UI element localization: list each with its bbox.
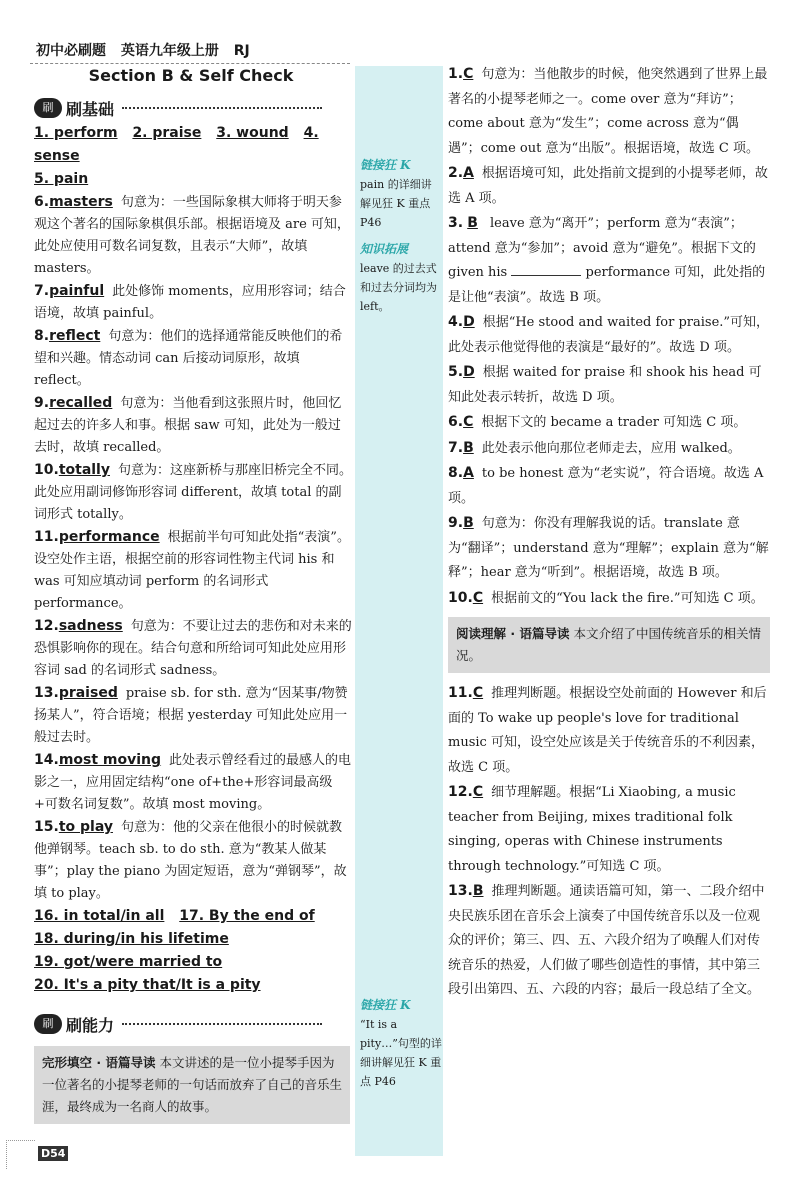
link-tag: 链接狂 K [360,158,411,172]
item-text: 句意为：他们的选择通常能反映他们的希望和兴趣。情态动词 can 后接动词原形，故填 reflect。 [34,329,343,388]
item-answer: masters [49,194,113,210]
item-number: 3. [448,215,464,231]
answer-item [448,360,770,410]
answer-item [448,879,770,1003]
item-answer: A [463,465,474,481]
page-number: D54 [38,1146,68,1161]
item-answer: C [463,414,474,430]
item-answer: A [463,165,474,181]
answers-row-1 [34,122,352,168]
item-text: 根据语境可知，此处指前文提到的小提琴老师，故选 A 项。 [448,166,768,206]
item-text: 根据前文的“You lack the fire.”可知选 C 项。 [491,590,764,606]
section-title: Section B & Self Check [88,66,294,85]
item-number: 10. [34,462,59,478]
reading-guide-label: 阅读理解 · 语篇导读 [456,626,570,641]
item-text: 细节理解题。根据“Li Xiaobing, a music teacher from Beijing, mixes traditional folk singing, operas with Chinese instruments through technology.”可知选 C 项。 [448,785,736,874]
answer-item [34,526,352,615]
item-text: praise sb. for sth. 意为“因某事/物赞扬某人”，符合语境；根据 yesterday 可知此处应用一般过去时。 [34,686,348,745]
answer-item [34,749,352,816]
answer-2: 2. praise [132,125,202,141]
answer-1: 1. perform [34,125,118,141]
item-answer: praised [58,685,118,701]
subject-title: 英语九年级上册 [120,43,219,59]
item-number: 8. [34,328,50,344]
dotted-divider [122,1023,322,1025]
item-text: 句意为：你没有理解我说的话。translate 意为“翻译”；understand 意为“理解”；explain 意为“解释”；hear 意为“听到”。根据语境，故选 B 项。 [448,516,769,580]
answer-item [34,682,352,749]
item-number: 13. [448,883,473,899]
item-text: 根据下文的 became a trader 可知选 C 项。 [481,415,747,430]
item-number: 9. [34,395,50,411]
answer-item [448,461,770,511]
item-text: 句意为：不要让过去的悲伤和对未来的恐惧影响你的现在。结合句意和所给词可知此处应用形容词 sad 的名词形式 sadness。 [34,619,352,678]
answers-row-18 [34,928,352,951]
answers-row-16-17 [34,905,352,928]
item-answer: sadness [58,618,123,634]
item-text: leave 意为“离开”；perform 意为“表演”；attend 意为“参加”；avoid 意为“避免”。根据下文的 given his [448,216,756,280]
side-note-2 [360,240,442,316]
side-note-1 [360,156,442,232]
reading-guide-text: 本文介绍了中国传统音乐的相关情况。 [456,626,761,663]
item-answer: C [472,685,484,701]
side-note-text: pain 的详细讲解见狂 K 重点 P46 [360,178,432,229]
answers-row-2 [34,168,352,191]
answer-19: 19. got/were married to [34,954,223,970]
item-answer: most moving [58,752,162,768]
item-text: performance 可知，此处指的是让他“表演”。故选 B 项。 [448,265,766,305]
item-text: 根据“He stood and waited for praise.”可知，此处表示他觉得他的表演是“最好的”。故选 D 项。 [448,315,770,355]
answer-item [34,615,352,682]
item-answer: C [472,784,484,800]
right-items-b [448,310,770,611]
item-text: 推理判断题。通读语篇可知，第一、二段介绍中央民族乐团在音乐会上演奏了中国传统音乐以及一位观众的评价；第三、四、五、六段介绍为了唤醒人们对传统音乐的热爱，人们做了哪些创造性的事情，其中第三段引出第四、五、六段的内容；最后一段总结了全文。 [448,884,765,997]
badge-ability-label: 刷能力 [66,1015,115,1035]
answer-17: 17. By the end of [179,908,315,924]
left-items-list [34,191,352,905]
answer-20: 20. It's a pity that/It is a pity [34,977,261,993]
reading-guide [448,617,770,673]
item-number: 2. [448,165,464,181]
answer-item [448,780,770,879]
item-answer: D [463,364,475,380]
item-text: 此处修饰 moments，应用形容词；结合语境，故填 painful。 [34,284,346,321]
answer-4: 4. sense [34,125,319,164]
brush-icon: 刷 [34,1014,62,1034]
item-number: 7. [448,439,464,456]
answer-item [34,816,352,905]
badge-basic [34,96,322,120]
right-items-a [448,62,770,211]
item-number: 8. [448,465,464,481]
answer-item [448,681,770,780]
cloze-guide-label: 完形填空 · 语篇导读 [42,1055,156,1070]
item-number: 15. [34,819,59,835]
item-answer: B [463,515,474,531]
answer-item [448,410,770,436]
answer-item [34,280,352,325]
cloze-guide-text: 本文讲述的是一位小提琴手因为一位著名的小提琴老师的一句话而放弃了自己的音乐生涯，最终成为一名商人的故事。 [42,1055,343,1114]
header-divider [30,63,350,64]
item-number: 9. [448,515,464,531]
answer-item [34,459,352,526]
answer-item [448,310,770,360]
item-number: 10. [448,589,473,606]
item-answer: C [463,66,474,82]
item-text: 推理判断题。根据设空处前面的 However 和后面的 To wake up people's love for traditional music 可知，设空处应该是关于传统音乐的不利因素，故选 C 项。 [448,686,767,775]
answer-item-3 [448,211,770,310]
knowledge-tag: 知识拓展 [360,242,409,256]
brush-icon: 刷 [34,98,62,118]
item-text: 句意为：当他看到这张照片时，他回忆起过去的许多人和事。根据 saw 可知，此处为一般过去时，故填 recalled。 [34,396,342,455]
item-number: 13. [34,685,59,701]
item-number: 4. [448,314,464,330]
answer-item [448,161,770,211]
item-answer: to play [58,819,113,835]
cloze-guide [34,1046,350,1124]
item-number: 12. [34,618,59,634]
item-text: 根据 waited for praise 和 shook his head 可知此处表示转折，故选 D 项。 [448,365,762,405]
answer-16: 16. in total/in all [34,908,165,924]
answer-item [448,62,770,161]
answer-item [34,325,352,392]
answer-item [448,436,770,462]
side-note-text: leave 的过去式和过去分词均为 left。 [360,262,437,313]
answers-row-20 [34,974,352,997]
item-number: 6. [448,414,464,430]
item-answer: B [467,215,478,231]
blank-line [511,263,581,276]
item-text: 句意为：当他散步的时候，他突然遇到了世界上最著名的小提琴老师之一。come over 意为“拜访”；come about 意为“发生”；come across 意为“偶遇”；come out 意为“出版”。根据语境，故选 C 项。 [448,67,768,156]
item-text: 此处表示他向那位老师走去，应用 walked。 [481,440,741,456]
item-answer: B [463,439,474,456]
answer-18: 18. during/in his lifetime [34,931,229,947]
side-note-3 [360,996,442,1091]
item-text: 句意为：一些国际象棋大师将于明天参观这个著名的国际象棋俱乐部。根据语境及 are 可知，此处应使用可数名词复数，且表示“大师”，故填 masters。 [34,195,350,276]
item-number: 12. [448,784,473,800]
edition-label: RJ [233,43,250,59]
item-text: 此处表示曾经看过的最感人的电影之一，应用固定结构“one of+the+形容词最高级+可数名词复数”。故填 most moving。 [34,753,352,812]
answer-item [34,392,352,459]
item-answer: performance [58,529,160,545]
item-answer: totally [58,462,110,478]
item-text: 句意为：他的父亲在他很小的时候就教他弹钢琴。teach sb. to do sth. 意为“教某人做某事”；play the piano 为固定短语，意为“弹钢琴”，故填 to play。 [34,820,347,901]
item-answer: painful [49,283,105,299]
item-number: 5. [448,364,464,380]
item-answer: D [463,314,475,330]
item-answer: C [472,589,484,606]
link-tag: 链接狂 K [360,998,411,1012]
item-answer: recalled [49,395,113,411]
book-title: 初中必刷题 [36,43,106,59]
item-text: 根据前半句可知此处指“表演”。设空处作主语，根据空前的形容词性物主代词 his 和 was 可知应填动词 perform 的名词形式 performance。 [34,530,350,611]
running-header [36,40,260,60]
item-answer: B [472,883,484,899]
answer-item [34,191,352,280]
answer-item [448,586,770,612]
item-number: 1. [448,66,464,82]
answer-3: 3. wound [216,125,289,141]
item-text: to be honest 意为“老实说”，符合语境。故选 A 项。 [448,466,764,506]
right-items-c [448,681,770,1003]
item-number: 11. [34,529,59,545]
item-number: 6. [34,194,50,210]
item-number: 7. [34,283,50,299]
answer-item [448,511,770,586]
item-text: 句意为：这座新桥与那座旧桥完全不同。此处应用副词修饰形容词 different，故填 total 的副词形式 totally。 [34,463,353,522]
badge-ability [34,1012,322,1036]
dotted-divider [122,107,322,109]
left-column [34,122,352,997]
item-answer: reflect [49,328,101,344]
answers-row-19 [34,951,352,974]
item-number: 11. [448,685,473,701]
answer-5: 5. pain [34,171,89,187]
corner-decoration [6,1140,35,1169]
right-column [448,62,770,1003]
side-note-text: “It is a pity…”句型的详细讲解见狂 K 重点 P46 [360,1018,442,1088]
item-number: 14. [34,752,59,768]
badge-basic-label: 刷基础 [66,99,115,119]
